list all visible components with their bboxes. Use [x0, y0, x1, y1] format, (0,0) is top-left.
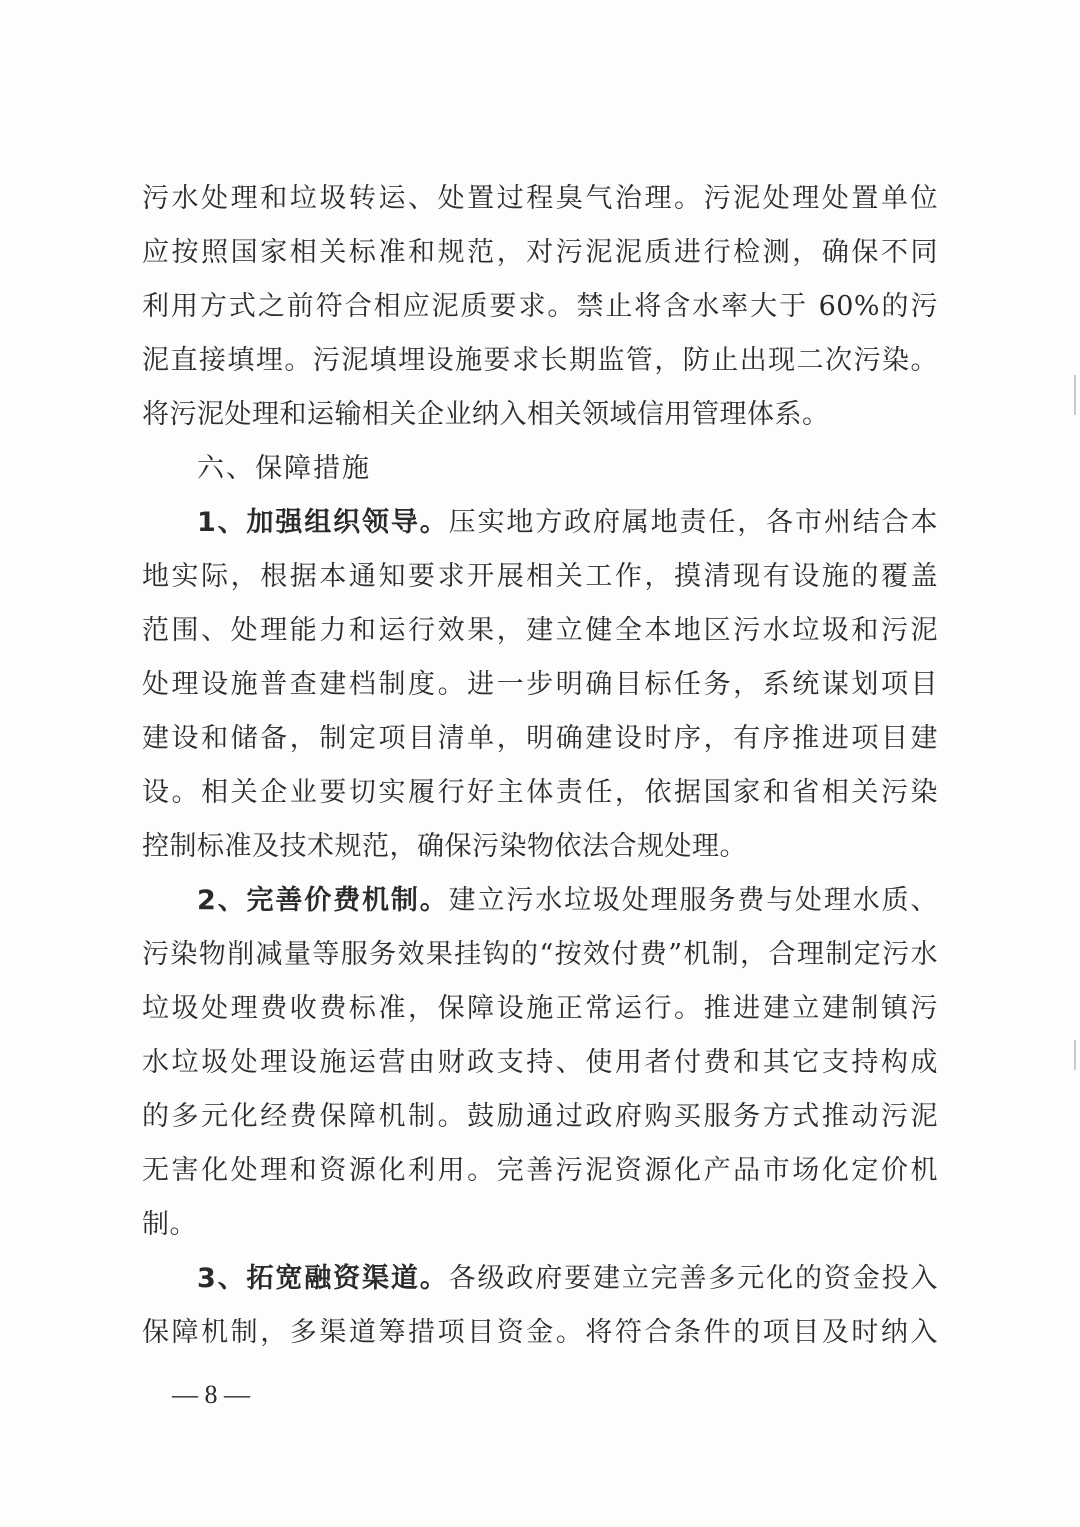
paragraph-first-text: 各级政府要建立完善多元化的资金投入: [448, 1263, 938, 1294]
body-text-line: 将污泥处理和运输相关企业纳入相关领域信用管理体系。: [142, 399, 830, 430]
paragraph-first-line: [197, 1261, 938, 1297]
paragraph-first-text: 压实地方政府属地责任，各市州结合本: [448, 507, 938, 538]
body-text-line: 污染物削减量等服务效果挂钩的“按效付费”机制，合理制定污水: [142, 939, 938, 970]
page-number: — 8 —: [172, 1380, 250, 1409]
paragraph-first-line: [197, 883, 938, 919]
body-text-line: 处理设施普查建档制度。进一步明确目标任务，系统谋划项目: [142, 669, 938, 700]
scan-margin-mark: [1074, 375, 1076, 415]
paragraph-lead-title: 3、拓宽融资渠道。: [197, 1263, 449, 1294]
body-text-line: 范围、处理能力和运行效果，建立健全本地区污水垃圾和污泥: [142, 615, 938, 646]
body-text-line: 无害化处理和资源化利用。完善污泥资源化产品市场化定价机: [142, 1155, 938, 1186]
body-text-line: 保障机制，多渠道筹措项目资金。将符合条件的项目及时纳入: [142, 1317, 938, 1348]
body-text-line: 泥直接填埋。污泥填埋设施要求长期监管，防止出现二次污染。: [142, 345, 938, 376]
body-text-line: 污水处理和垃圾转运、处置过程臭气治理。污泥处理处置单位: [142, 183, 938, 214]
paragraph-first-line: [197, 505, 938, 541]
paragraph-first-text: 建立污水垃圾处理服务费与处理水质、: [448, 885, 938, 916]
body-text-line: 应按照国家相关标准和规范，对污泥泥质进行检测，确保不同: [142, 237, 938, 268]
section-heading: 六、保障措施: [197, 453, 371, 484]
body-text-line: 垃圾处理费收费标准，保障设施正常运行。推进建立建制镇污: [142, 993, 938, 1024]
body-text-line: 设。相关企业要切实履行好主体责任，依据国家和省相关污染: [142, 777, 938, 808]
body-text-line: 利用方式之前符合相应泥质要求。禁止将含水率大于 60%的污: [142, 291, 938, 322]
paragraph-lead-title: 2、完善价费机制。: [197, 885, 449, 916]
body-text-line: 建设和储备，制定项目清单，明确建设时序，有序推进项目建: [142, 723, 938, 754]
body-text-line: 制。: [142, 1209, 197, 1240]
body-text-line: 的多元化经费保障机制。鼓励通过政府购买服务方式推动污泥: [142, 1101, 938, 1132]
body-text-line: 地实际，根据本通知要求开展相关工作，摸清现有设施的覆盖: [142, 561, 938, 592]
body-text-line: 控制标准及技术规范，确保污染物依法合规处理。: [142, 831, 747, 862]
scan-margin-mark: [1074, 1040, 1076, 1070]
paragraph-lead-title: 1、加强组织领导。: [197, 507, 449, 538]
body-text-line: 水垃圾处理设施运营由财政支持、使用者付费和其它支持构成: [142, 1047, 938, 1078]
